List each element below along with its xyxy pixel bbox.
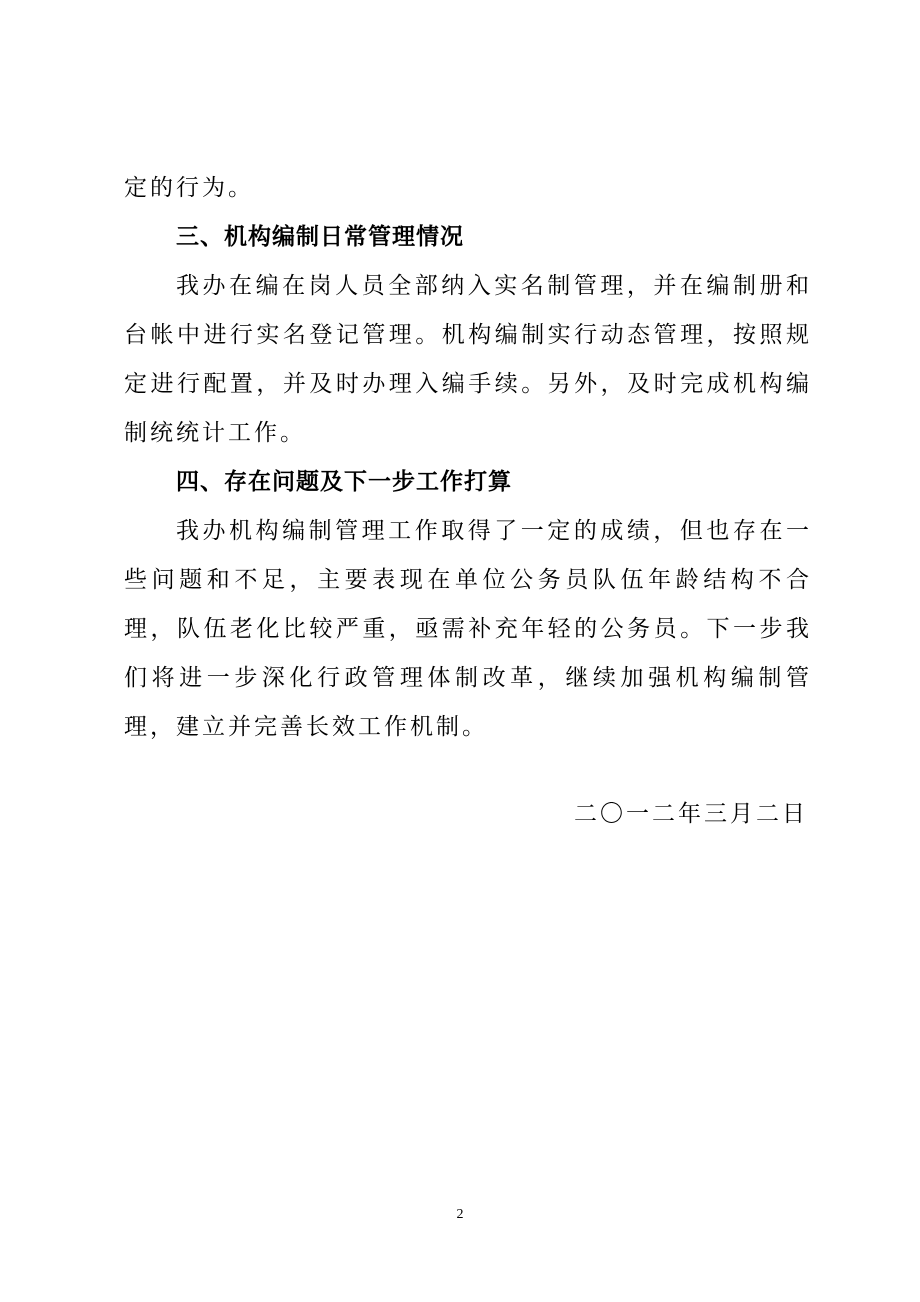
section-paragraph-3: 我办在编在岗人员全部纳入实名制管理，并在编制册和台帐中进行实名登记管理。机构编制实行动态管理，按照规定进行配置，并及时办理入编手续。另外，及时完成机构编制统统计工作。 [124,273,812,446]
page-number: 2 [456,1207,464,1222]
section-heading-4: 四、存在问题及下一步工作打算 [176,469,512,495]
section-paragraph-4: 我办机构编制管理工作取得了一定的成绩，但也存在一些问题和不足，主要表现在单位公务员队伍年龄结构不合理，队伍老化比较严重，亟需补充年轻的公务员。下一步我们将进一步深化行政管理体制改革，继续加强机构编制管理，建立并完善长效工作机制。 [124,518,812,740]
document-date: 二〇一二年三月二日 [574,801,808,827]
section-heading-3: 三、机构编制日常管理情况 [176,224,464,250]
document-body [124,164,812,752]
continued-paragraph: 定的行为。 [124,175,254,201]
